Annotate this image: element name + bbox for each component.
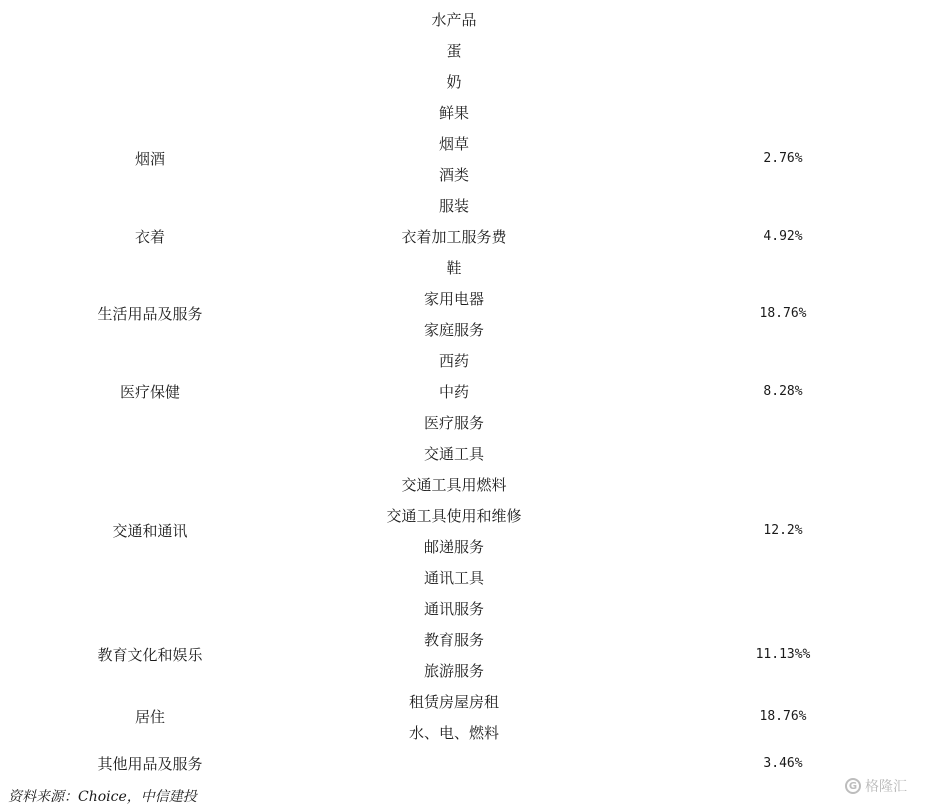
subitem: 通讯服务 bbox=[423, 600, 485, 618]
category-weight: 8.28% bbox=[763, 384, 803, 399]
category-name: 教育文化和娱乐 bbox=[97, 646, 203, 664]
category-weight: 3.46% bbox=[763, 756, 803, 771]
category-weight: 11.13%% bbox=[755, 647, 811, 662]
category-weight: 12.2% bbox=[763, 523, 803, 538]
subitem: 烟草 bbox=[438, 135, 470, 153]
subitem: 家用电器 bbox=[423, 290, 485, 308]
g-logo-icon: G bbox=[845, 778, 861, 794]
category-weight: 18.76% bbox=[759, 306, 807, 321]
category-weight: 18.76% bbox=[759, 709, 807, 724]
category-name: 烟酒 bbox=[134, 150, 166, 168]
subitem: 鞋 bbox=[446, 259, 462, 277]
category-name: 居住 bbox=[134, 708, 166, 726]
subitem: 水产品 bbox=[431, 11, 477, 29]
subitem: 教育服务 bbox=[423, 631, 485, 649]
subitem: 中药 bbox=[438, 383, 470, 401]
subitem: 医疗服务 bbox=[423, 414, 485, 432]
category-name: 衣着 bbox=[134, 228, 166, 246]
subitem: 交通工具用燃料 bbox=[401, 476, 507, 494]
category-name: 其他用品及服务 bbox=[97, 755, 203, 773]
subitem: 水、电、燃料 bbox=[408, 724, 500, 742]
subitem: 鲜果 bbox=[438, 104, 470, 122]
subitem: 交通工具 bbox=[423, 445, 485, 463]
watermark bbox=[845, 776, 907, 796]
subitem: 蛋 bbox=[446, 42, 462, 60]
subitem: 通讯工具 bbox=[423, 569, 485, 587]
subitem: 租赁房屋房租 bbox=[408, 693, 500, 711]
category-name: 生活用品及服务 bbox=[97, 305, 203, 323]
watermark-text: 格隆汇 bbox=[865, 779, 907, 795]
subitem: 邮递服务 bbox=[423, 538, 485, 556]
subitem: 服装 bbox=[438, 197, 470, 215]
category-weight: 4.92% bbox=[763, 229, 803, 244]
category-name: 医疗保健 bbox=[119, 383, 181, 401]
subitem: 奶 bbox=[446, 73, 462, 91]
subitem: 酒类 bbox=[438, 166, 470, 184]
subitem: 旅游服务 bbox=[423, 662, 485, 680]
category-weight: 2.76% bbox=[763, 151, 803, 166]
category-name: 交通和通讯 bbox=[112, 522, 188, 540]
subitem: 西药 bbox=[438, 352, 470, 370]
subitem: 衣着加工服务费 bbox=[401, 228, 507, 246]
subitem: 交通工具使用和维修 bbox=[386, 507, 522, 525]
source-note: 资料来源：Choice，中信建投 bbox=[8, 789, 197, 805]
subitem: 家庭服务 bbox=[423, 321, 485, 339]
